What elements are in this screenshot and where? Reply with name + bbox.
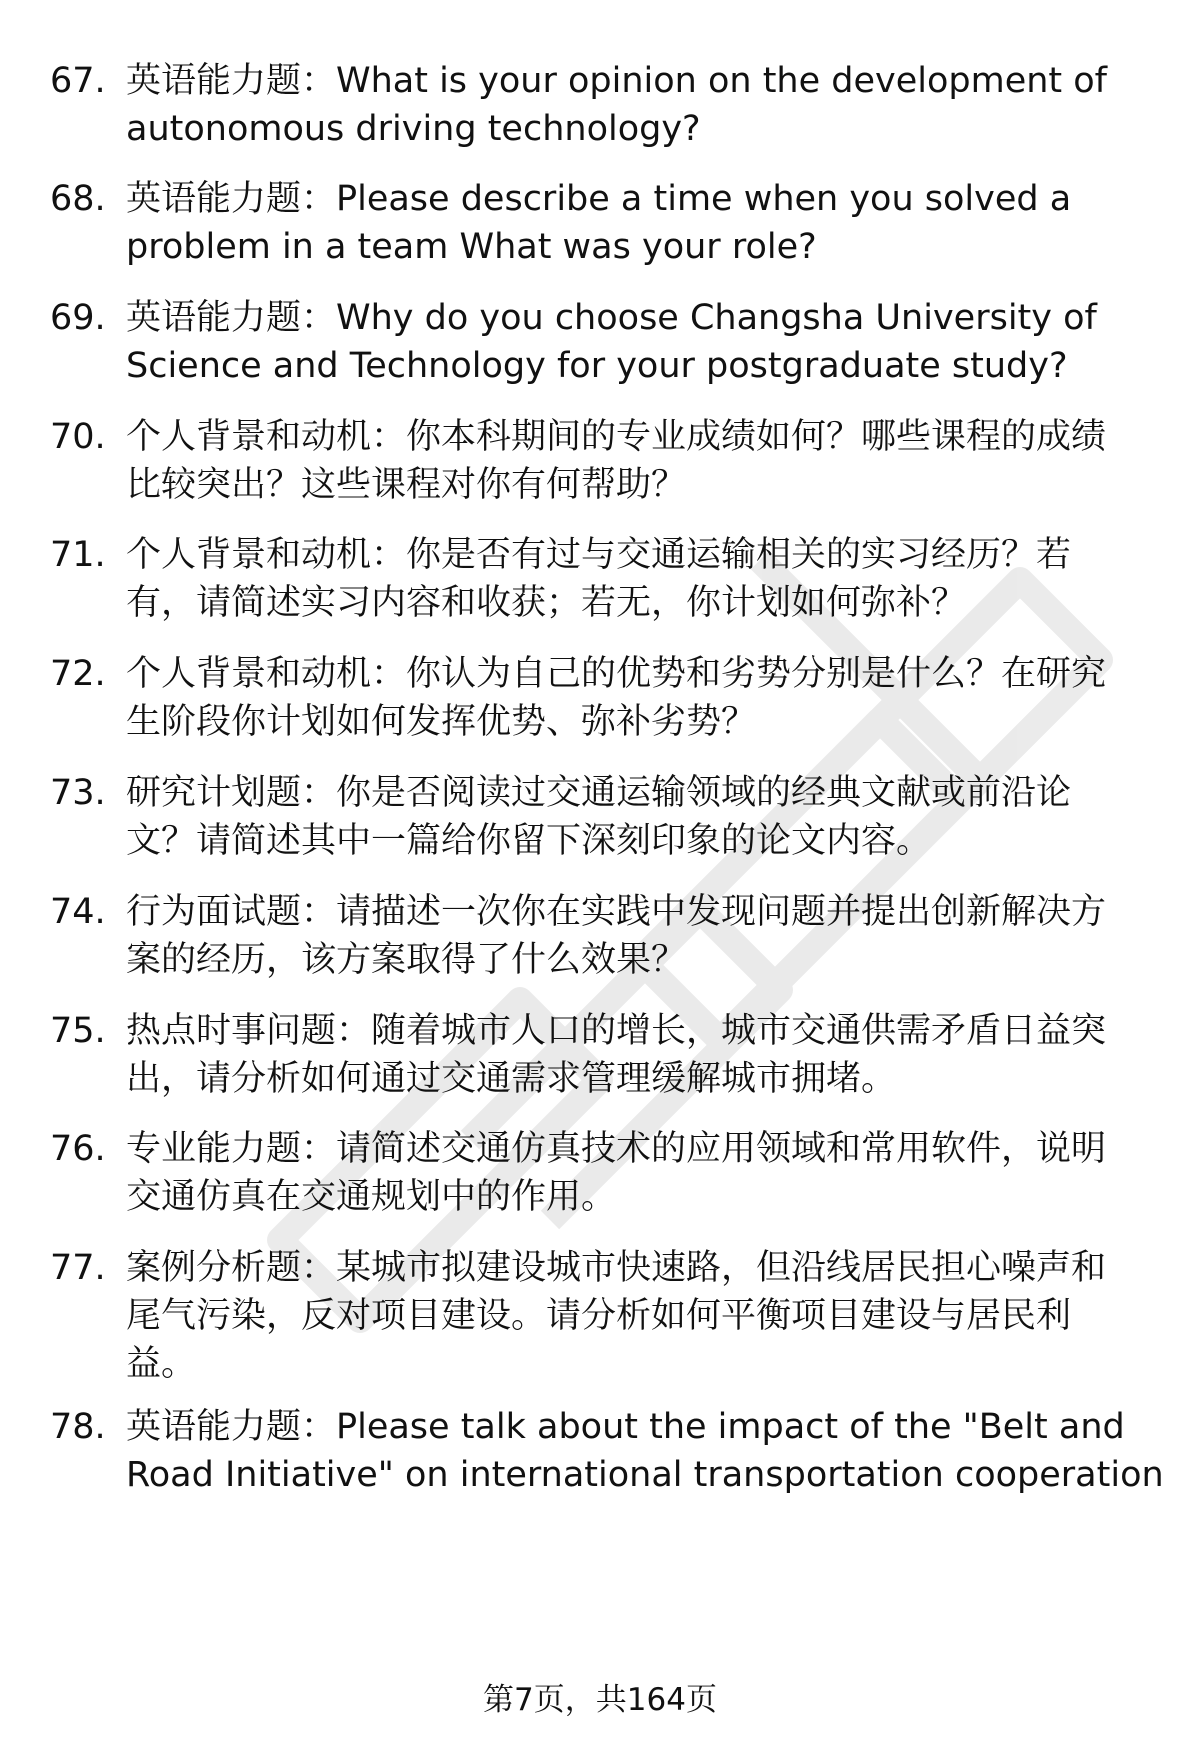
question-text-line: 英语能力题：What is your opinion on the development of bbox=[126, 61, 1108, 101]
question-text bbox=[126, 413, 1200, 509]
question-text bbox=[126, 1125, 1200, 1221]
question-number: 72. bbox=[50, 654, 106, 694]
question-text bbox=[126, 175, 1200, 271]
question-number: 68. bbox=[50, 179, 106, 219]
question-number: 71. bbox=[50, 535, 106, 575]
question-number: 75. bbox=[50, 1011, 106, 1051]
question-text-line: 个人背景和动机：你是否有过与交通运输相关的实习经历？若 bbox=[126, 535, 1072, 575]
question-text-line: 行为面试题：请描述一次你在实践中发现问题并提出创新解决方 bbox=[126, 892, 1107, 932]
question-text-line: Science and Technology for your postgraduate study? bbox=[126, 346, 1068, 386]
question-number: 70. bbox=[50, 417, 106, 457]
question-text-line: 文？请简述其中一篇给你留下深刻印象的论文内容。 bbox=[126, 821, 932, 861]
question-text-line: 益。 bbox=[126, 1344, 197, 1384]
page-number: 第7页，共164页 bbox=[483, 1682, 717, 1718]
question-text-line: 英语能力题：Why do you choose Changsha University of bbox=[126, 298, 1097, 338]
question-text-line: 热点时事问题：随着城市人口的增长，城市交通供需矛盾日益突 bbox=[126, 1011, 1107, 1051]
question-number: 77. bbox=[50, 1248, 106, 1288]
question-number: 73. bbox=[50, 773, 106, 813]
question-text bbox=[126, 650, 1200, 746]
question-text-line: problem in a team What was your role? bbox=[126, 227, 817, 267]
question-text bbox=[126, 1007, 1200, 1103]
question-number: 69. bbox=[50, 298, 106, 338]
question-text-line: autonomous driving technology? bbox=[126, 109, 701, 149]
question-text-line: 案例分析题：某城市拟建设城市快速路，但沿线居民担心噪声和 bbox=[126, 1248, 1107, 1288]
question-text-line: 个人背景和动机：你认为自己的优势和劣势分别是什么？在研究 bbox=[126, 654, 1107, 694]
question-number: 76. bbox=[50, 1129, 106, 1169]
question-text-line: 英语能力题：Please talk about the impact of the "Belt and bbox=[126, 1407, 1125, 1447]
question-text bbox=[126, 1403, 1200, 1499]
question-text-line: 有，请简述实习内容和收获；若无，你计划如何弥补？ bbox=[126, 583, 967, 623]
question-text bbox=[126, 57, 1200, 153]
question-text-line: 英语能力题：Please describe a time when you solved a bbox=[126, 179, 1072, 219]
question-text-line: 案的经历，该方案取得了什么效果？ bbox=[126, 940, 687, 980]
question-text bbox=[126, 531, 1200, 627]
question-text-line: 生阶段你计划如何发挥优势、弥补劣势？ bbox=[126, 702, 757, 742]
question-text bbox=[126, 888, 1200, 984]
question-text bbox=[126, 294, 1200, 390]
question-text-line: Road Initiative" on international transportation cooperation bbox=[126, 1455, 1164, 1495]
question-text-line: 专业能力题：请简述交通仿真技术的应用领域和常用软件，说明 bbox=[126, 1129, 1107, 1169]
question-text bbox=[126, 1244, 1200, 1388]
question-text bbox=[126, 769, 1200, 865]
question-text-line: 尾气污染，反对项目建设。请分析如何平衡项目建设与居民利 bbox=[126, 1296, 1072, 1336]
question-text-line: 比较突出？这些课程对你有何帮助？ bbox=[126, 465, 687, 505]
question-number: 78. bbox=[50, 1407, 106, 1447]
question-text-line: 研究计划题：你是否阅读过交通运输领域的经典文献或前沿论 bbox=[126, 773, 1072, 813]
question-text-line: 个人背景和动机：你本科期间的专业成绩如何？哪些课程的成绩 bbox=[126, 417, 1107, 457]
question-number: 67. bbox=[50, 61, 106, 101]
question-text-line: 出，请分析如何通过交通需求管理缓解城市拥堵。 bbox=[126, 1059, 897, 1099]
question-number: 74. bbox=[50, 892, 106, 932]
question-text-line: 交通仿真在交通规划中的作用。 bbox=[126, 1177, 617, 1217]
